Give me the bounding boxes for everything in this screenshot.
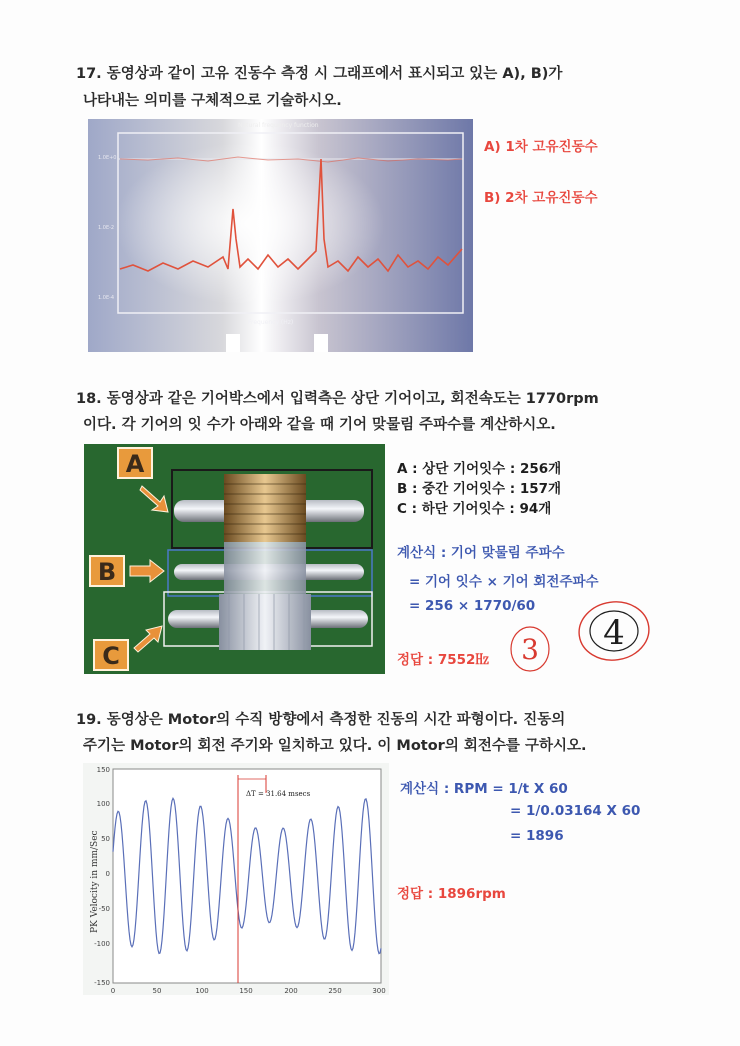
- x-tick: 300: [372, 987, 386, 995]
- calc-18-line3: = 256 × 1770/60: [409, 598, 536, 614]
- grade-mark-small-text: 3: [521, 633, 539, 666]
- calc-19-line2: = 1/0.03164 X 60: [510, 803, 641, 819]
- question-18-line2: 이다. 각 기어의 잇 수가 아래와 같을 때 기어 맞물림 주파수를 계산하시오.: [83, 417, 556, 433]
- y-tick: -100: [94, 940, 110, 948]
- question-19-line1: 19. 동영상은 Motor의 수직 방향에서 측정한 진동의 시간 파형이다. 진동의: [76, 712, 566, 728]
- calc-19-line3: = 1896: [510, 828, 564, 844]
- time-waveform-chart: [83, 763, 389, 995]
- y-tick: 100: [96, 800, 110, 808]
- question-18-line1: 18. 동영상과 같은 기어박스에서 입력측은 상단 기어이고, 회전속도는 1770rpm: [76, 391, 599, 407]
- answer-19: 정답 : 1896rpm: [397, 886, 506, 902]
- grade-mark-big: [575, 598, 653, 664]
- grade-mark-big-text: 4: [603, 613, 625, 653]
- gear-label-c-text: C: [102, 642, 120, 670]
- x-tick: 50: [152, 987, 162, 995]
- question-19-line2: 주기는 Motor의 회전 주기와 일치하고 있다. 이 Motor의 회전수를 구하시오.: [83, 738, 587, 754]
- svg-text:Frequency (Hz): Frequency (Hz): [248, 319, 294, 326]
- delta-t-annotation: ΔT = 31.64 msecs: [246, 790, 311, 798]
- calc-19-line1: 계산식 : RPM = 1/t X 60: [400, 781, 568, 797]
- grade-mark-small: [507, 624, 553, 674]
- svg-text:1.0E-2: 1.0E-2: [98, 225, 115, 231]
- x-tick: 250: [328, 987, 342, 995]
- y-tick: 50: [101, 835, 110, 843]
- teeth-b: B : 중간 기어잇수 : 157개: [397, 481, 562, 497]
- question-17-line2: 나타내는 의미를 구체적으로 기술하시오.: [83, 93, 342, 109]
- y-axis-label: PK Velocity in mm/Sec: [90, 830, 100, 933]
- gear-label-b-text: B: [97, 558, 117, 586]
- natural-frequency-spectrum-photo: [88, 119, 473, 352]
- gear-label-a-text: A: [125, 450, 145, 478]
- teeth-c: C : 하단 기어잇수 : 94개: [397, 501, 552, 517]
- teeth-a: A : 상단 기어잇수 : 256개: [397, 461, 562, 477]
- answer-17-a: A) 1차 고유진동수: [484, 139, 598, 155]
- answer-17-b: B) 2차 고유진동수: [484, 190, 598, 206]
- x-tick: 200: [284, 987, 298, 995]
- x-tick: 0: [110, 987, 116, 995]
- svg-text:1.0E-4: 1.0E-4: [98, 295, 115, 301]
- y-tick: -150: [94, 979, 110, 987]
- x-tick: 100: [195, 987, 209, 995]
- y-tick: 150: [96, 766, 110, 774]
- svg-text:1.0E+0: 1.0E+0: [98, 155, 117, 161]
- calc-18-line2: = 기어 잇수 × 기어 회전주파수: [409, 574, 599, 590]
- answer-18: 정답 : 7552㎐: [397, 652, 489, 668]
- x-tick: 150: [239, 987, 253, 995]
- question-17-line1: 17. 동영상과 같이 고유 진동수 측정 시 그래프에서 표시되고 있는 A), B)가: [76, 66, 563, 82]
- gearbox-photo: [84, 444, 385, 674]
- y-tick: 0: [105, 870, 110, 878]
- y-tick: -50: [98, 905, 110, 913]
- svg-text:Natural frequency function: Natural frequency function: [238, 122, 319, 129]
- calc-18-line1: 계산식 : 기어 맞물림 주파수: [397, 545, 565, 561]
